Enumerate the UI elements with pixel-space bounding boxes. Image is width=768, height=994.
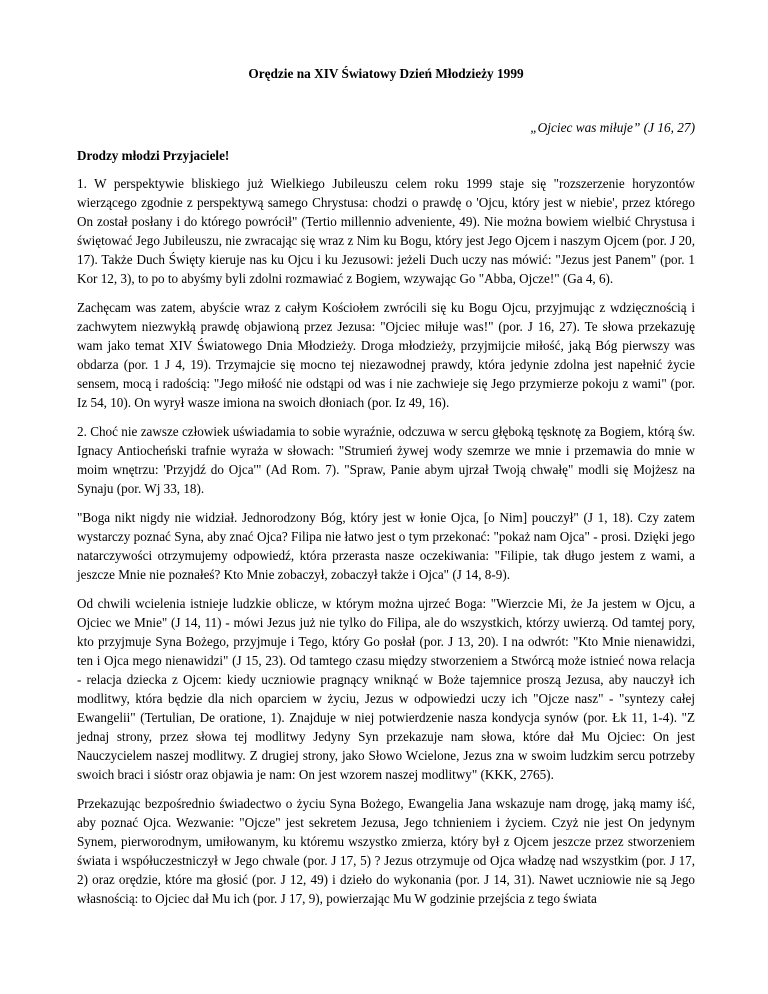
greeting: Drodzy młodzi Przyjaciele! bbox=[77, 148, 230, 163]
document-page bbox=[77, 64, 695, 918]
paragraph: Od chwili wcielenia istnieje ludzkie oblicze, w którym można ujrzeć Boga: "Wierzcie Mi, że Ja jestem w Ojcu, a Ojciec we Mnie" (J 14, 11) - mówi Jezus już nie tylko do Filipa, ale do wszystkich, którzy uwierzą. Od tamtej pory, kto przyjmuje Syna Bożego, przyjmuje i Tego, który Go posłał (por. J 13, 20). I na odwrót: "Kto Mnie nienawidzi, ten i Ojca mego nienawidzi" (J 15, 23). Od tamtego czasu między stworzeniem a Stwórcą może istnieć nowa relacja - relacja dziecka z Ojcem: kiedy uczniowie pragnący wniknąć w Boże tajemnice proszą Jezusa, aby nauczył ich modlitwy, która będzie dla nich oparciem w życiu, Jezus w odpowiedzi uczy ich "Ojcze nasz" - "syntezy całej Ewangelii" (Tertulian, De oratione, 1). Znajduje w niej potwierdzenie nasza kondycja synów (por. Łk 11, 1-4). "Z jednaj strony, przez słowa tej modlitwy Jedyny Syn przekazuje nam słowa, które dał Mu Ojciec: On jest Nauczycielem naszej modlitwy. Z drugiej strony, jako Słowo Wcielone, Jezus zna w swoim ludzkim sercu potrzeby swoich braci i sióstr oraz objawia je nam: On jest wzorem naszej modlitwy" (KKK, 2765). bbox=[77, 596, 695, 782]
document-title: Orędzie na XIV Światowy Dzień Młodzieży 1999 bbox=[248, 66, 524, 81]
paragraph: "Boga nikt nigdy nie widział. Jednorodzony Bóg, który jest w łonie Ojca, [o Nim] pouczył" (J 1, 18). Czy zatem wystarczy poznać Syna, aby znać Ojca? Filipa nie łatwo jest o tym przekonać: "pokaż nam Ojca" - prosi. Dzięki jego natarczywości otrzymujemy odpowiedź, która przerasta nasze oczekiwania: "Filipie, tak długo jestem z wami, a jeszcze Mnie nie poznałeś? Kto Mnie zobaczył, zobaczył także i Ojca" (J 14, 8-9). bbox=[77, 510, 695, 582]
paragraph: Przekazując bezpośrednio świadectwo o życiu Syna Bożego, Ewangelia Jana wskazuje nam drogę, jaką mamy iść, aby poznać Ojca. Wezwanie: "Ojcze" jest sekretem Jezusa, Jego tchnieniem i życiem. Czyż nie jest On jedynym Synem, pierworodnym, umiłowanym, ku któremu wszystko zmierza, który był z Ojcem jeszcze przez stworzeniem świata i współuczestniczył w Jego chwale (por. J 17, 5) ? Jezus otrzymuje od Ojca władzę nad wszystkim (por. J 17, 2) oraz orędzie, które ma głosić (por. J 12, 49) i dzieło do wykonania (por. J 14, 31). Nawet uczniowie nie są Jego własnością: to Ojciec dał Mu ich (por. J 17, 9), powierzając Mu W godzinie przejścia z tego świata bbox=[77, 796, 695, 906]
paragraph: 2. Choć nie zawsze człowiek uświadamia to sobie wyraźnie, odczuwa w sercu głęboką tęsknotę za Bogiem, którą św. Ignacy Antiocheński trafnie wyraża w słowach: "Strumień żywej wody szemrze we mnie i przemawia do mnie w moim wnętrzu: 'Przyjdź do Ojca'" (Ad Rom. 7). "Spraw, Panie abym ujrzał Twoją chwałę" modli się Mojżesz na Synaju (por. Wj 33, 18). bbox=[77, 424, 695, 496]
document-motto: „Ojciec was miłuje” (J 16, 27) bbox=[530, 120, 695, 135]
paragraph: 1. W perspektywie bliskiego już Wielkiego Jubileuszu celem roku 1999 staje się "rozszerzenie horyzontów wierzącego zgodnie z perspektywą samego Chrystusa: chodzi o prawdę o 'Ojcu, który jest w niebie', przez którego On został posłany i do którego powrócił" (Tertio millennio adveniente, 49). Nie można bowiem wielbić Chrystusa i świętować Jego Jubileuszu, nie zwracając się wraz z Nim ku Bogu, który jest Jego Ojcem i naszym Ojcem (por. J 20, 17). Także Duch Święty kieruje nas ku Ojcu i ku Jezusowi: jeżeli Duch uczy nas mówić: "Jezus jest Panem" (por. 1 Kor 12, 3), to po to abyśmy byli zdolni rozmawiać z Bogiem, wzywając Go "Abba, Ojcze!" (Ga 4, 6). bbox=[77, 176, 695, 286]
paragraph: Zachęcam was zatem, abyście wraz z całym Kościołem zwrócili się ku Bogu Ojcu, przyjmując z wdzięcznością i zachwytem niezwykłą prawdę objawioną przez Jezusa: "Ojciec miłuje was!" (por. J 16, 27). Te słowa przekazuję wam jako temat XIV Światowego Dnia Młodzieży. Droga młodzieży, przyjmijcie miłość, jaką Bóg pierwszy was obdarza (por. 1 J 4, 19). Trzymajcie się mocno tej niezawodnej prawdy, która jedynie zdolna jest napełnić życie sensem, mocą i radością: "Jego miłość nie odstąpi od was i nie zachwieje się Jego przymierze pokoju z wami" (por. Iz 54, 10). On wyrył wasze imiona na swoich dłoniach (por. Iz 49, 16). bbox=[77, 300, 695, 410]
